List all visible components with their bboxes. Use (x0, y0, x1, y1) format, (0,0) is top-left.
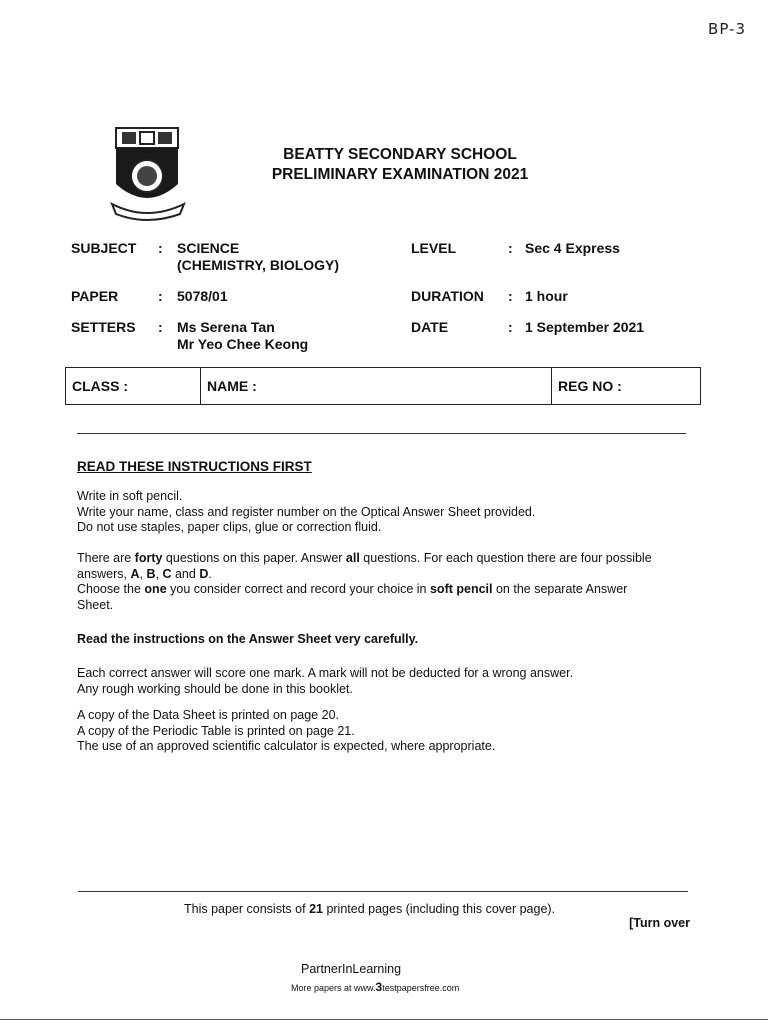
text-run-bold: A (130, 566, 140, 581)
level-label: LEVEL (411, 240, 457, 256)
duration-label: DURATION (411, 288, 484, 304)
date-value: 1 September 2021 (525, 319, 645, 335)
turn-over-note: [Turn over (629, 916, 690, 930)
paper-colon: : (158, 288, 163, 304)
subject-value-line1: SCIENCE (177, 240, 240, 256)
text-run-bold: one (144, 582, 167, 596)
text-run-bold: D (199, 566, 209, 581)
exam-title: PRELIMINARY EXAMINATION 2021 (271, 166, 529, 183)
instruction-line (77, 582, 697, 598)
instruction-line: Sheet. (77, 597, 114, 612)
instruction-line: A copy of the Data Sheet is printed on page 20. (77, 708, 339, 722)
divider-top (77, 433, 686, 434)
text-run: More papers at www. (291, 983, 376, 993)
instruction-line: Write your name, class and register number on the Optical Answer Sheet provided. (77, 504, 536, 519)
paper-value: 5078/01 (177, 288, 228, 304)
text-run: , (155, 566, 163, 581)
instructions-heading: READ THESE INSTRUCTIONS FIRST (77, 459, 312, 474)
name-field[interactable] (201, 368, 552, 404)
instructions-para-2 (77, 551, 697, 613)
instructions-para-marking (77, 666, 697, 697)
page-count-note (184, 902, 555, 916)
name-label: NAME : (207, 378, 257, 394)
instruction-line: Any rough working should be done in this booklet. (77, 681, 353, 696)
text-run: answers, (77, 566, 131, 581)
subject-label: SUBJECT (71, 240, 137, 256)
text-run: This paper consists of (184, 902, 310, 916)
date-label: DATE (411, 319, 449, 335)
text-run-bold: soft pencil (429, 582, 493, 596)
setters-colon: : (158, 319, 163, 335)
instruction-line: Each correct answer will score one mark. A mark will not be deducted for a wrong answer. (77, 666, 574, 680)
class-label: CLASS : (72, 378, 128, 394)
setters-label: SETTERS (71, 319, 136, 335)
candidate-info-box (65, 367, 701, 405)
instruction-line: A copy of the Periodic Table is printed on page 21. (77, 723, 355, 738)
text-run-bold: forty (134, 551, 163, 565)
text-run-bold: C (162, 566, 172, 581)
divider-bottom (78, 891, 688, 892)
setter-2: Mr Yeo Chee Keong (177, 336, 309, 352)
text-run-bold: 21 (309, 902, 323, 916)
school-crest-icon (108, 126, 188, 222)
school-name: BEATTY SECONDARY SCHOOL (283, 146, 517, 163)
instruction-line: Do not use staples, paper clips, glue or correction fluid. (77, 520, 382, 534)
paper-label: PAPER (71, 288, 119, 304)
setter-1: Ms Serena Tan (177, 319, 275, 335)
reg-no-field[interactable] (552, 368, 700, 404)
text-run: Choose the (77, 582, 145, 596)
duration-colon: : (508, 288, 513, 304)
text-run-bold: all (345, 551, 360, 565)
instructions-para-resources (77, 708, 697, 755)
instructions-para-1 (77, 489, 697, 536)
text-run: testpapersfree.com (382, 983, 460, 993)
text-run: . (208, 566, 212, 581)
instruction-line: Write in soft pencil. (77, 489, 183, 503)
text-run: printed pages (including this cover page). (322, 902, 556, 916)
level-colon: : (508, 240, 513, 256)
text-run: questions on this paper. Answer (162, 551, 346, 565)
page-number: 3 (375, 980, 383, 994)
school-header (200, 145, 600, 185)
instruction-line (77, 567, 697, 583)
duration-value: 1 hour (525, 288, 568, 304)
instruction-line (77, 551, 697, 567)
instructions-para-answer-sheet: Read the instructions on the Answer Sheet very carefully. (77, 632, 419, 646)
text-run: questions. For each question there are four possible (359, 551, 652, 565)
brand-name: PartnerInLearning (301, 962, 402, 976)
class-field[interactable] (66, 368, 201, 404)
date-colon: : (508, 319, 513, 335)
text-run: , (139, 566, 147, 581)
text-run: and (171, 566, 200, 581)
subject-colon: : (158, 240, 163, 256)
reg-no-label: REG NO : (558, 378, 622, 394)
level-value: Sec 4 Express (525, 240, 620, 256)
text-run: you consider correct and record your choice in (166, 582, 430, 596)
text-run-bold: B (146, 566, 156, 581)
corner-code: BP-3 (708, 20, 746, 38)
instruction-line: The use of an approved scientific calculator is expected, where appropriate. (77, 739, 496, 753)
text-run: on the separate Answer (492, 582, 628, 596)
website-note (291, 980, 459, 994)
page-edge-line (0, 1019, 768, 1020)
text-run: There are (77, 551, 135, 565)
subject-value-line2: (CHEMISTRY, BIOLOGY) (177, 257, 340, 273)
